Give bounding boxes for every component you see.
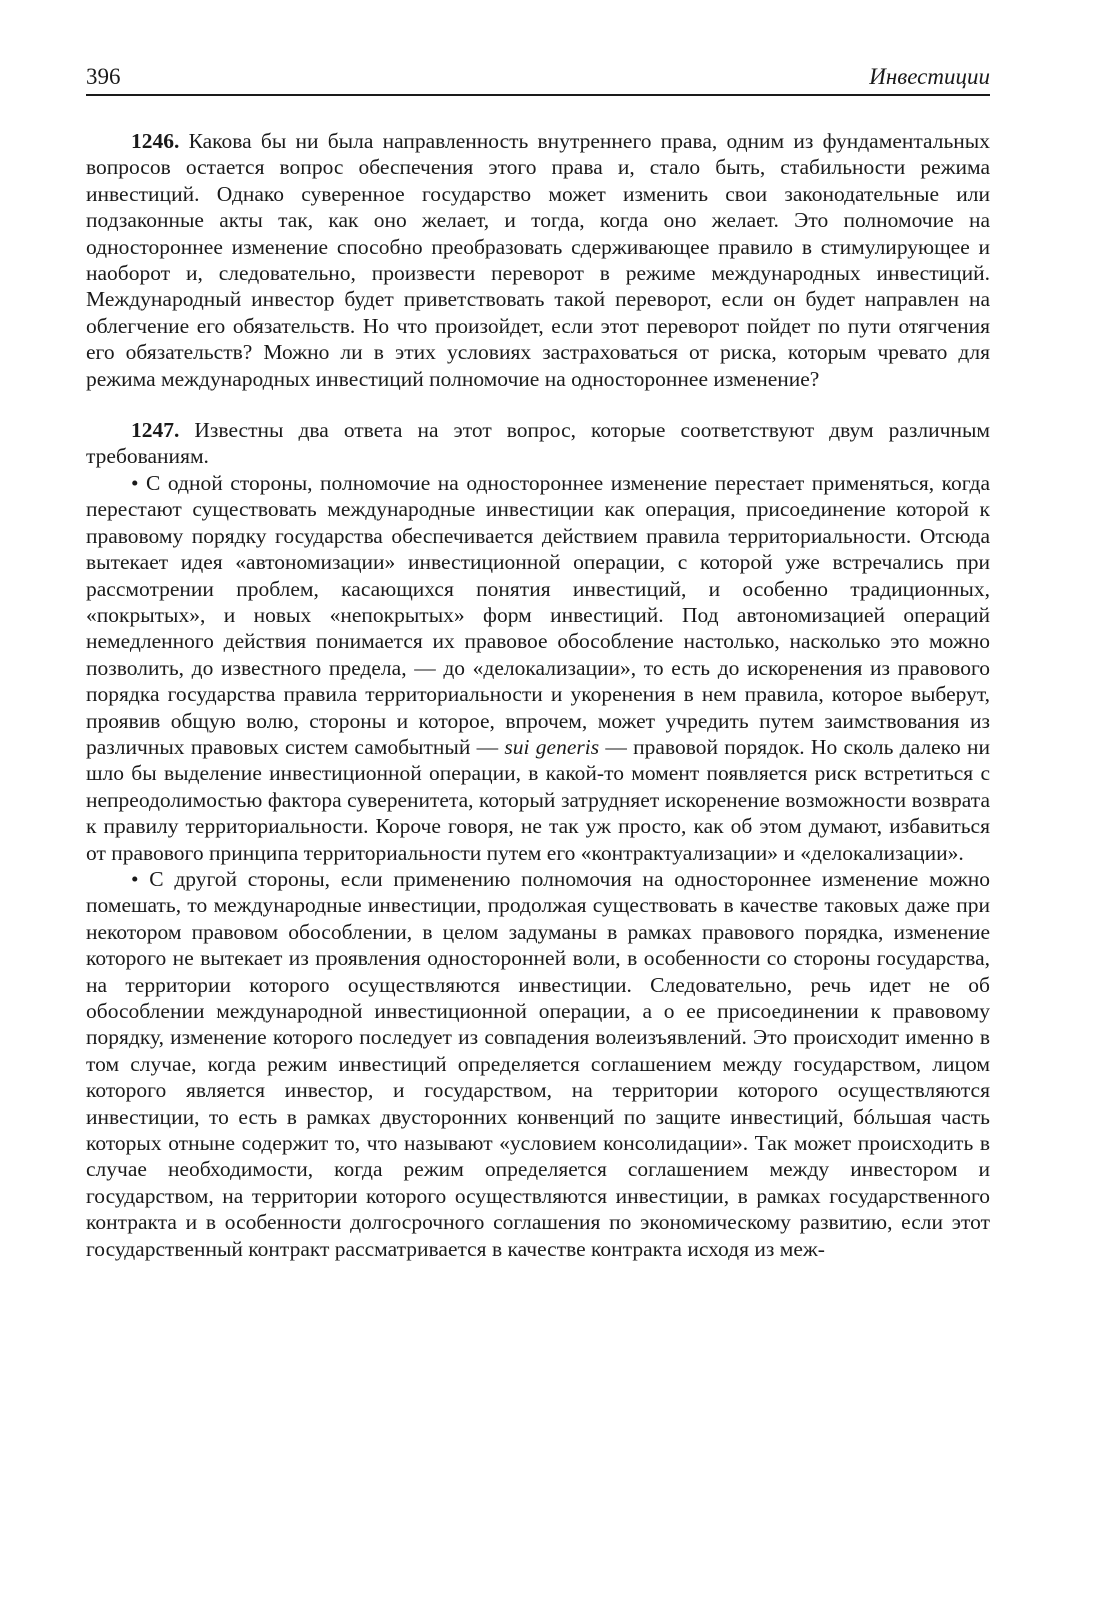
- paragraph-1247: [86, 417, 990, 470]
- bullet-item-2: [86, 866, 990, 1262]
- paragraph-1246: [86, 128, 990, 392]
- bullet-marker: •: [131, 866, 139, 891]
- body-text: [86, 128, 990, 1262]
- bullet-text: С другой стороны, если применению полномочия на одностороннее изменение можно помешать, то международные инвестиции, продолжая существовать в качестве таковых даже при некотором правовом обособлении, в целом задуманы в рамках правового порядка, изменение которого не вытекает из проявления односторонней воли, в особенности со стороны государства, на территории которого осуществляются инвестиции. Следовательно, речь идет не об обособлении международной инвестиционной операции, а о ее присоединении к правовому порядку, изменение которого последует из совпадения волеизъявлений. Это происходит именно в том случае, когда режим инвестиций определяется соглашением между государством, лицом которого является инвестор, и государством, на территории которого осуществляются инвестиции, то есть в рамках двусторонних конвенций по защите инвестиций, бóльшая часть которых отныне содержит то, что называют «условием консолидации». Так может происходить в случае необходимости, когда режим определяется соглашением между инвестором и государством, на территории которого осуществляются инвестиции, в рамках государственного контракта и в особенности долгосрочного соглашения по экономическому развитию, если этот государственный контракт рассматривается в качестве контракта исходя из меж-: [86, 866, 990, 1261]
- running-header: [86, 62, 990, 96]
- bullet-italic-term: sui generis: [504, 734, 600, 759]
- bullet-item-1: [86, 470, 990, 866]
- section-title: Инвестиции: [869, 64, 990, 89]
- paragraph-text: Какова бы ни была направленность внутреннего права, одним из фундаментальных вопросов остается вопрос обеспечения этого права и, стало быть, стабильности режима инвестиций. Однако суверенное государство может изменить свои законодательные или подзаконные акты так, как оно желает, и тогда, когда оно желает. Это полномочие на одностороннее изменение способно преобразовать сдерживающее правило в стимулирующее и наоборот и, следовательно, произвести переворот в режиме международных инвестиций. Международный инвестор будет приветствовать такой переворот, если он будет направлен на облегчение его обязательств. Но что произойдет, если этот переворот пойдет по пути отягчения его обязательств? Можно ли в этих условиях застраховаться от риска, которым чревато для режима международных инвестиций полномочие на одностороннее изменение?: [86, 129, 990, 391]
- bullet-text-continued: — правовой порядок. Но сколь далеко ни шло бы выделение инвестиционной операции, в какой-то момент появляется риск встретиться с непреодолимостью фактора суверенитета, который затрудняет искоренение возможности возврата к правилу территориальности. Короче говоря, не так уж просто, как об этом думают, избавиться от правового принципа территориальности путем его «контрактуализации» и «делокализации».: [86, 734, 991, 865]
- paragraph-number: 1247.: [131, 418, 180, 443]
- paragraph-number: 1246.: [131, 129, 180, 153]
- bullet-text: С одной стороны, полномочие на одностороннее изменение перестает применяться, когда перестают существовать международные инвестиции как операция, присоединение которой к правовому порядку государства обеспечивается действием правила территориальности. Отсюда вытекает идея «автономизации» инвестиционной операции, с которой уже встречались при рассмотрении проблем, касающихся понятия инвестиций, и особенно традиционных, «покрытых», и новых «непокрытых» форм инвестиций. Под автономизацией операций немедленного действия понимается их правовое обособление настолько, насколько это можно позволить, до известного предела, — до «делокализации», то есть до искоренения из правового порядка государства правила территориальности и укоренения в нем правила, которое выберут, проявив общую волю, стороны и которое, впрочем, может учредить путем заимствования из различных правовых систем самобытный —: [86, 470, 990, 759]
- page-number: 396: [86, 64, 121, 89]
- paragraph-text: Известны два ответа на этот вопрос, которые соответствуют двум различным требованиям.: [86, 418, 990, 469]
- bullet-marker: •: [131, 470, 139, 495]
- page: [86, 62, 990, 1262]
